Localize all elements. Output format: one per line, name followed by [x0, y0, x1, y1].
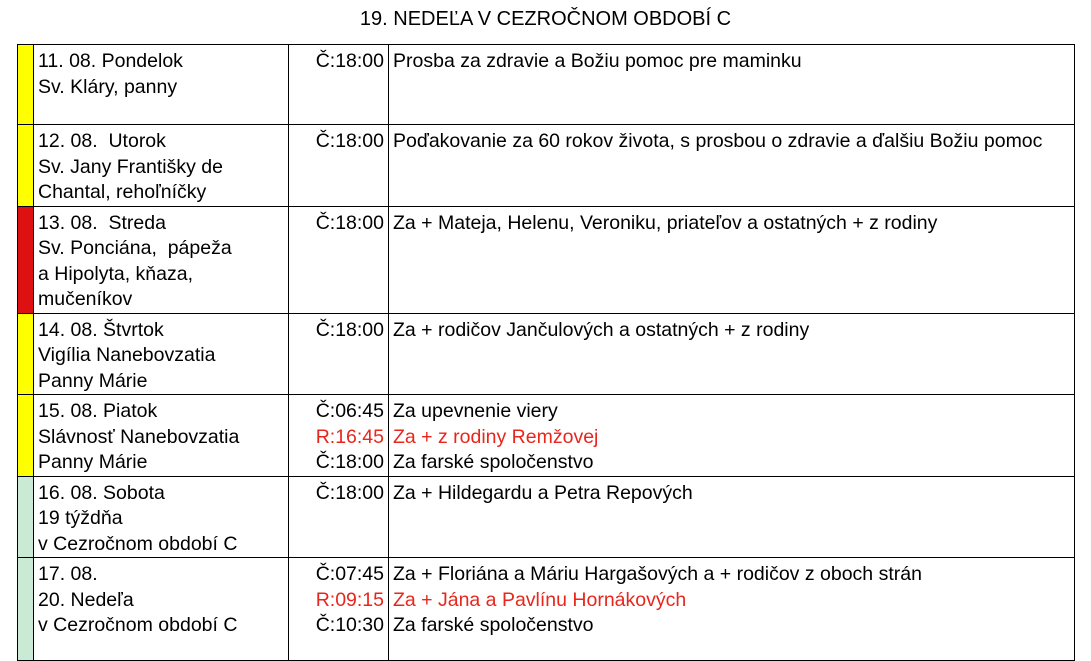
time-cell — [289, 206, 389, 313]
page-title: 19. NEDEĽA V CEZROČNOM OBDOBÍ C — [359, 8, 732, 30]
day-line: v Cezročnom období C — [38, 614, 238, 636]
intention-cell — [389, 395, 1075, 477]
mass-intention: Za upevnenie viery — [393, 400, 558, 422]
day-line: 12. 08. Utorok — [38, 130, 166, 152]
day-line: 19 týždňa — [38, 507, 123, 529]
day-line: Panny Márie — [38, 369, 148, 392]
day-line: 13. 08. Streda — [38, 211, 166, 234]
mass-time: Č:18:00 — [315, 211, 384, 234]
day-line: Vigília Nanebovzatia — [38, 344, 216, 366]
liturgical-color-marker — [18, 206, 34, 313]
mass-intention: Za + Hildegardu a Petra Repových — [393, 481, 693, 504]
day-line: Sv. Ponciána, pápeža — [38, 237, 232, 259]
day-line: Slávnosť Nanebovzatia — [38, 425, 240, 448]
intention-cell — [389, 206, 1075, 313]
table-row — [18, 45, 1075, 125]
intention-cell — [389, 558, 1075, 661]
mass-intention: Za farské spoločenstvo — [393, 451, 594, 473]
day-line: v Cezročnom období C — [38, 532, 238, 555]
day-line: 20. Nedeľa — [38, 588, 134, 611]
day-cell — [34, 558, 289, 661]
time-cell — [289, 395, 389, 477]
day-line: 15. 08. Piatok — [38, 400, 158, 422]
intention-cell — [389, 476, 1075, 558]
table-row — [18, 313, 1075, 395]
day-line: mučeníkov — [38, 288, 133, 310]
day-line: 11. 08. Pondelok — [38, 50, 183, 72]
day-line: 17. 08. — [38, 563, 98, 585]
liturgical-color-marker — [18, 45, 34, 125]
liturgical-color-marker — [18, 395, 34, 477]
day-line: Sv. Jany Františky de — [38, 155, 223, 178]
mass-time: Č:10:30 — [315, 614, 384, 636]
mass-time: Č:07:45 — [315, 563, 384, 585]
mass-intention: Za + z rodiny Remžovej — [393, 425, 599, 448]
mass-time: Č:18:00 — [315, 130, 384, 152]
day-cell — [34, 476, 289, 558]
day-line: a Hipolyta, kňaza, — [38, 262, 194, 285]
liturgical-color-marker — [18, 558, 34, 661]
day-cell — [34, 395, 289, 477]
day-line: 14. 08. Štvrtok — [38, 318, 164, 341]
time-cell — [289, 45, 389, 125]
day-line: Panny Márie — [38, 451, 148, 473]
mass-time: Č:18:00 — [315, 451, 384, 473]
time-cell — [289, 125, 389, 207]
table-row — [18, 206, 1075, 313]
mass-time: Č:18:00 — [315, 481, 384, 504]
mass-intention: Za + Jána a Pavlínu Hornákových — [393, 588, 687, 611]
mass-intention: Poďakovanie za 60 rokov života, s prosbou o zdravie a ďalšiu Božiu pomoc — [393, 130, 1043, 152]
intention-cell — [389, 45, 1075, 125]
mass-time: R:09:15 — [315, 588, 384, 611]
liturgical-color-marker — [18, 313, 34, 395]
mass-time: Č:06:45 — [315, 400, 384, 422]
mass-intention: Za + Floriána a Máriu Hargašových a + rodičov z oboch strán — [393, 563, 922, 585]
mass-time: Č:18:00 — [315, 50, 384, 72]
day-cell — [34, 125, 289, 207]
day-cell — [34, 206, 289, 313]
intention-cell — [389, 125, 1075, 207]
day-cell — [34, 313, 289, 395]
day-line: Sv. Kláry, panny — [38, 75, 178, 98]
intention-cell — [389, 313, 1075, 395]
mass-intention: Za + rodičov Jančulových a ostatných + z rodiny — [393, 318, 810, 341]
table-row — [18, 558, 1075, 661]
time-cell — [289, 476, 389, 558]
table-row — [18, 476, 1075, 558]
mass-schedule-table — [17, 44, 1075, 661]
liturgical-color-marker — [18, 125, 34, 207]
day-cell — [34, 45, 289, 125]
mass-time: Č:18:00 — [315, 318, 384, 341]
mass-intention: Prosba za zdravie a Božiu pomoc pre maminku — [393, 50, 802, 72]
time-cell — [289, 313, 389, 395]
mass-intention: Za + Mateja, Helenu, Veroniku, priateľov a ostatných + z rodiny — [393, 211, 938, 234]
table-row — [18, 125, 1075, 207]
liturgical-color-marker — [18, 476, 34, 558]
mass-intention: Za farské spoločenstvo — [393, 614, 594, 636]
day-line: 16. 08. Sobota — [38, 481, 165, 504]
mass-time: R:16:45 — [315, 425, 384, 448]
table-row — [18, 395, 1075, 477]
day-line: Chantal, rehoľníčky — [38, 181, 207, 203]
time-cell — [289, 558, 389, 661]
